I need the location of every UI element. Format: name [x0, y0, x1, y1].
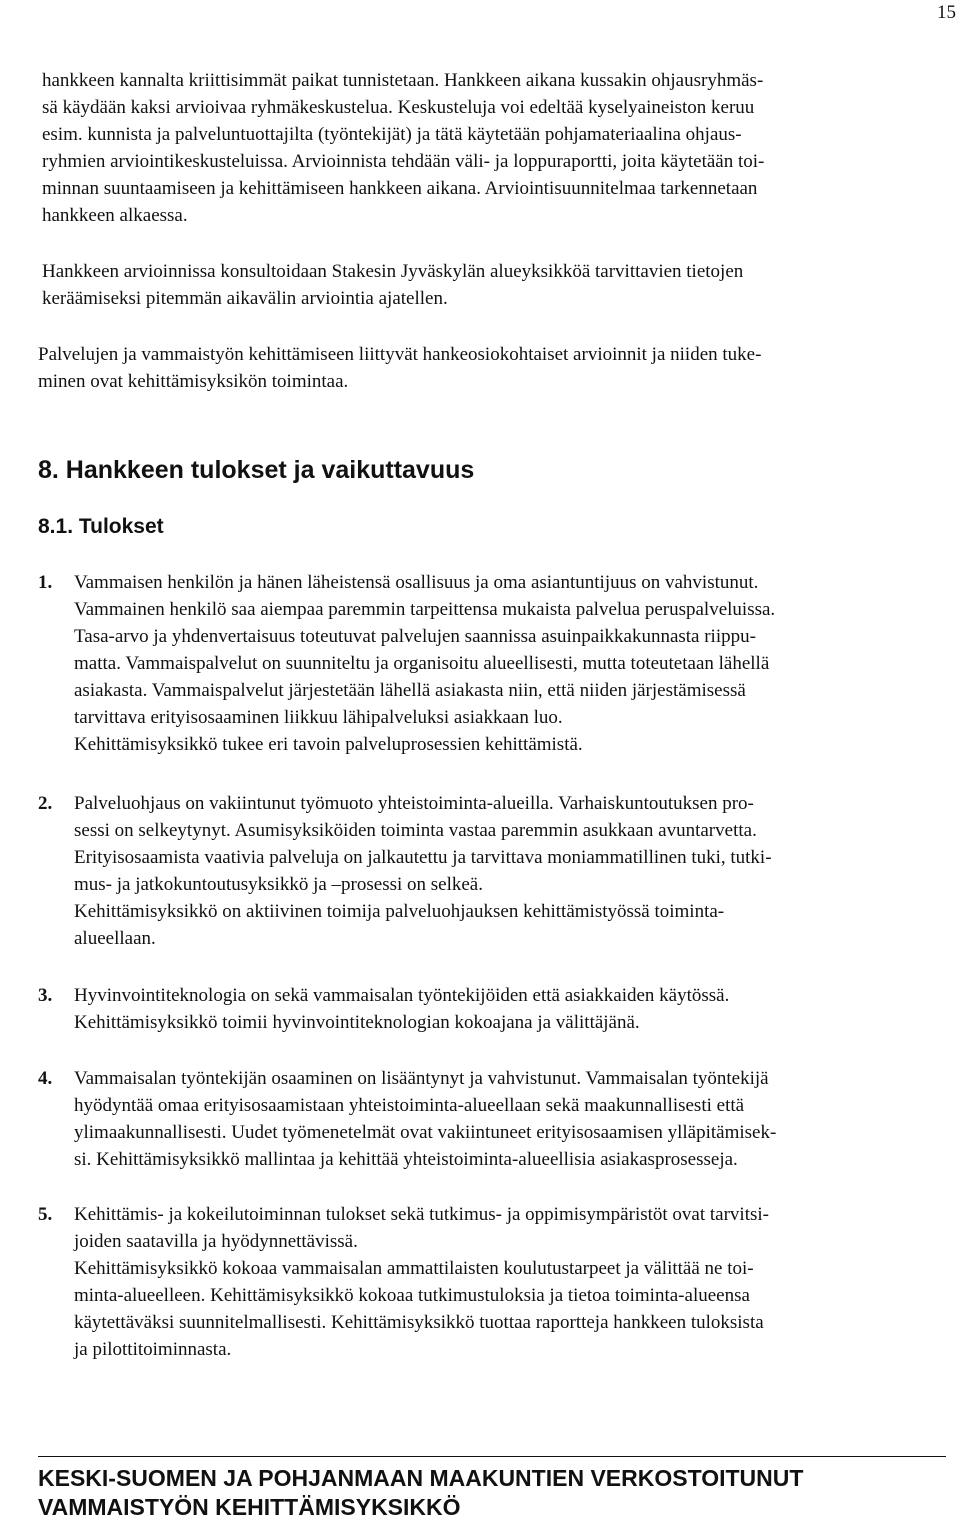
- text-line: matta. Vammaispalvelut on suunniteltu ja organisoitu alueellisesti, mutta toteutetaan lähellä: [74, 653, 770, 674]
- section-heading: 8. Hankkeen tulokset ja vaikuttavuus: [38, 456, 475, 484]
- text-line: Palveluohjaus on vakiintunut työmuoto yhteistoiminta-alueilla. Varhaiskuntoutuksen pro-: [74, 793, 754, 814]
- text-line: hankkeen alkaessa.: [42, 205, 188, 226]
- list-number: 1.: [38, 572, 53, 593]
- footer-line-1: KESKI-SUOMEN JA POHJANMAAN MAAKUNTIEN VERKOSTOITUNUT: [38, 1465, 804, 1491]
- text-line: Kehittämisyksikkö toimii hyvinvointiteknologian kokoajana ja välittäjänä.: [74, 1012, 640, 1033]
- list-number: 2.: [38, 793, 53, 814]
- text-line: Kehittämisyksikkö tukee eri tavoin palveluprosessien kehittämistä.: [74, 734, 583, 755]
- text-line: asiakasta. Vammaispalvelut järjestetään lähellä asiakasta niin, että niiden järjestämisessä: [74, 680, 746, 701]
- text-line: keräämiseksi pitemmän aikavälin arviointia ajatellen.: [42, 288, 448, 309]
- text-line: Tasa-arvo ja yhdenvertaisuus toteutuvat palvelujen saannissa asuinpaikkakunnasta riippu-: [74, 626, 756, 647]
- text-line: Kehittämisyksikkö on aktiivinen toimija palveluohjauksen kehittämistyössä toiminta-: [74, 901, 725, 922]
- text-line: Vammaisen henkilön ja hänen läheistensä osallisuus ja oma asiantuntijuus on vahvistunut.: [74, 572, 759, 593]
- list-number: 3.: [38, 985, 53, 1006]
- page-number: 15: [937, 2, 956, 23]
- text-line: alueellaan.: [74, 928, 156, 949]
- text-line: Kehittämis- ja kokeilutoiminnan tulokset sekä tutkimus- ja oppimisympäristöt ovat tarvitsi-: [74, 1204, 769, 1225]
- text-line: sessi on selkeytynyt. Asumisyksiköiden toiminta vastaa paremmin asukkaan avuntarvetta.: [74, 820, 757, 841]
- list-number: 4.: [38, 1068, 53, 1089]
- text-line: Hankkeen arvioinnissa konsultoidaan Stakesin Jyväskylän alueyksikköä tarvittavien tietojen: [42, 261, 744, 282]
- text-line: Palvelujen ja vammaistyön kehittämiseen liittyvät hankeosiokohtaiset arvioinnit ja niiden tuke-: [38, 344, 762, 365]
- text-line: esim. kunnista ja palveluntuottajilta (työntekijät) ja tätä käytetään pohjamateriaalina ohjaus-: [42, 124, 742, 145]
- footer-line-2: VAMMAISTYÖN KEHITTÄMISYKSIKKÖ: [38, 1494, 461, 1520]
- text-line: tarvittava erityisosaaminen liikkuu lähipalveluksi asiakkaan luo.: [74, 707, 563, 728]
- text-line: minen ovat kehittämisyksikön toimintaa.: [38, 371, 349, 392]
- subsection-heading: 8.1. Tulokset: [38, 515, 164, 538]
- text-line: käytettäväksi suunnitelmallisesti. Kehittämisyksikkö tuottaa raportteja hankkeen tuloksista: [74, 1312, 764, 1333]
- text-line: minta-alueelleen. Kehittämisyksikkö kokoaa tutkimustuloksia ja tietoa toiminta-alueensa: [74, 1285, 750, 1306]
- text-line: minnan suuntaamiseen ja kehittämiseen hankkeen aikana. Arviointisuunnitelmaa tarkennetaan: [42, 178, 758, 199]
- text-line: ryhmien arviointikeskusteluissa. Arvioinnista tehdään väli- ja loppuraportti, joita käytetään toi-: [42, 151, 765, 172]
- text-line: Erityisosaamista vaativia palveluja on jalkautettu ja tarvittava moniammatillinen tuki, tutki-: [74, 847, 772, 868]
- text-line: Vammaisalan työntekijän osaaminen on lisääntynyt ja vahvistunut. Vammaisalan työntekijä: [74, 1068, 769, 1089]
- text-line: Vammainen henkilö saa aiempaa paremmin tarpeittensa mukaista palvelua peruspalveluissa.: [74, 599, 776, 620]
- text-line: si. Kehittämisyksikkö mallintaa ja kehittää yhteistoiminta-alueellisia asiakasprosesseja.: [74, 1149, 738, 1170]
- list-number: 5.: [38, 1204, 53, 1225]
- text-line: ylimaakunnallisesti. Uudet työmenetelmät ovat vakiintuneet erityisosaamisen ylläpitämisek-: [74, 1122, 777, 1143]
- text-line: sä käydään kaksi arvioivaa ryhmäkeskustelua. Keskusteluja voi edeltää kyselyaineiston keruu: [42, 97, 755, 118]
- text-line: hyödyntää omaa erityisosaamistaan yhteistoiminta-alueellaan sekä maakunnallisesti että: [74, 1095, 745, 1116]
- text-line: ja pilottitoiminnasta.: [74, 1339, 232, 1360]
- text-line: joiden saatavilla ja hyödynnettävissä.: [74, 1231, 358, 1252]
- text-line: hankkeen kannalta kriittisimmät paikat tunnistetaan. Hankkeen aikana kussakin ohjausryhmäs-: [42, 70, 764, 91]
- text-line: Kehittämisyksikkö kokoaa vammaisalan ammattilaisten koulutustarpeet ja välittää ne toi-: [74, 1258, 754, 1279]
- text-line: mus- ja jatkokuntoutusyksikkö ja –prosessi on selkeä.: [74, 874, 483, 895]
- text-line: Hyvinvointiteknologia on sekä vammaisalan työntekijöiden että asiakkaiden käytössä.: [74, 985, 730, 1006]
- footer-divider: [38, 1456, 946, 1457]
